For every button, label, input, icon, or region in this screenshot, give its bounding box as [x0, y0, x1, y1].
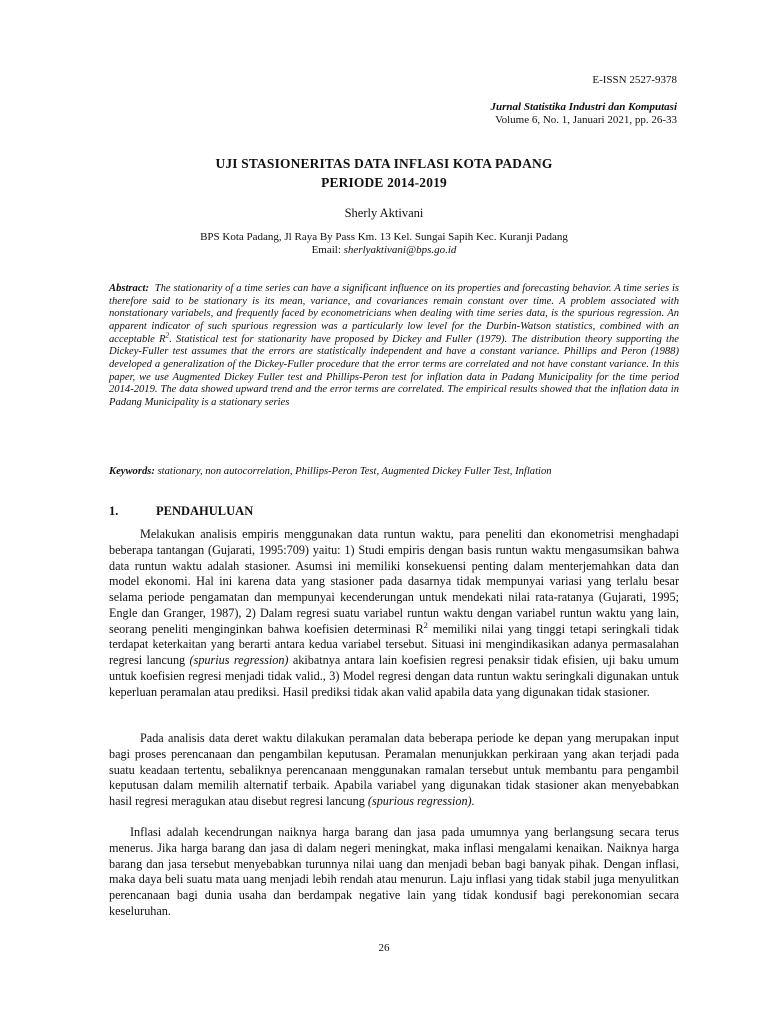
paragraph-1-text-a: Melakukan analisis empiris menggunakan data runtun waktu, para peneliti dan ekonometrisi menghadapi beberapa tantangan (Gujarati, 1995:709) yaitu: 1) Studi empiris dengan basis runtun waktu mengasumsikan bahwa data runtun waktu adalah stasioner. Asumsi ini memiliki konsekuensi penting dalam menterjemahkan data dan model ekonomi. Hal ini karena data yang stasioner pada dasarnya tidak mempunyai variasi yang terlalu besar selama periode pengamatan dan mempunyai kecenderungan untuk mendekati nilai rata-ratanya (Gujarati, 1995; Engle dan Granger, 1987), 2) Dalam regresi suatu variabel runtun waktu dengan variabel runtun waktu yang lain, seorang peneliti menginginkan bahwa koefisien determinasi R: [109, 527, 679, 636]
paragraph-1-superscript: 2: [423, 619, 428, 630]
abstract: [109, 283, 679, 410]
paragraph-1-text-c: akibatnya antara lain koefisien regresi penaksir tidak efisien, uji baku umum untuk koefisien regresi menjadi tidak valid., 3) Model regresi dengan data runtun waktu seringkali digunakan untuk keperluan peramalan atau prediksi. Hasil prediksi tidak akan valid apabila data yang digunakan tidak stasioner.: [109, 653, 679, 699]
paragraph-2-italic: (spurious regression).: [367, 794, 475, 808]
paragraph-1: [109, 527, 679, 700]
paragraph-2-text-a: Pada analisis data deret waktu dilakukan peramalan data beberapa periode ke depan yang merupakan input bagi proses perencanaan dan pengambilan keputusan. Peramalan menunjukkan perkiraan yang akan terjadi pada suatu keadaan tertentu, sebaliknya perencanaan menggunakan ramalan tersebut untuk membantu para pengambil keputusan dalam memilih alternatif terbaik. Apabila variabel yang digunakan tidak stasioner akan menyebabkan hasil regresi meragukan atau disebut regresi lancung: [109, 731, 679, 808]
affiliation: BPS Kota Padang, Jl Raya By Pass Km. 13 Kel. Sungai Sapih Kec. Kuranji Padang: [200, 231, 568, 243]
section-number: 1.: [109, 504, 119, 518]
keywords-label: Keywords:: [109, 466, 155, 477]
paragraph-3: Inflasi adalah kecendrungan naiknya harga barang dan jasa pada umumnya yang berlangsung secara terus menerus. Jika harga barang dan jasa di dalam negeri meningkat, maka inflasi mengalami kenaikan. Naiknya harga barang dan jasa tersebut menyebabkan turunnya nilai uang dan menjadi beban bagi banyak pihak. Dengan inflasi, maka daya beli suatu mata uang menjadi lebih rendah atau menurun. Laju inflasi yang tidak stabil juga menyulitkan perencanaan bagi dunia usaha dan berdampak negative lain yang tidak kondusif bagi perekonomian secara keseluruhan.: [109, 825, 679, 918]
abstract-text-b: . Statistical test for stationarity have proposed by Dickey and Fuller (1979). The distribution theory supporting the Dickey-Fuller test assumes that the errors are statistically independent and have a constant variance. Phillips and Peron (1988) developed a generalization of the Dickey-Fuller procedure that the error terms are correlated and not have constant variance. In this paper, we use Augmented Dickey Fuller test and Phillips-Peron test for inflation data in Padang Municipality for the time period 2014-2019. The data showed upward trend and the error terms are correlated. The empirical results showed that the inflation data in Padang Municipality is a stationary series: [109, 333, 679, 408]
paper-title-line-1: UJI STASIONERITAS DATA INFLASI KOTA PADANG: [215, 156, 553, 171]
volume-info: Volume 6, No. 1, Januari 2021, pp. 26-33: [495, 114, 677, 126]
abstract-label: Abstract:: [109, 283, 150, 294]
email-label: Email:: [311, 244, 341, 256]
abstract-superscript: 2: [165, 330, 170, 340]
issn: E-ISSN 2527-9378: [592, 74, 677, 86]
paragraph-1-italic: (spurius regression): [189, 653, 289, 667]
email-address: sherlyaktivani@bps.go.id: [343, 244, 457, 256]
page-number: 26: [378, 942, 390, 954]
email-line: [0, 244, 768, 257]
paper-title-line-2: PERIODE 2014-2019: [321, 175, 447, 190]
paragraph-1-text-b: memiliki nilai yang tinggi tetapi seringkali tidak terdapat keterkaitan yang berarti antara kedua variabel tersebut. Situasi ini mengindikasikan adanya permasalahan regresi lancung: [109, 621, 679, 667]
paragraph-2: [109, 731, 679, 810]
author-name: Sherly Aktivani: [344, 206, 424, 220]
section-title: PENDAHULUAN: [156, 504, 254, 518]
abstract-text-a: The stationarity of a time series can have a significant influence on its properties and forecasting behavior. A time series is therefore said to be stationary is its mean, variance, and covariances remain constant over time. A problem associated with nonstationary variabels, and frequently faced by econometricians when dealing with time series data, is the spurious regression. An apparent indicator of such spurious regression was a particularly low level for the Durbin-Watson statistics, combined with an acceptable R: [109, 283, 680, 345]
keywords: [109, 466, 679, 477]
journal-name: Jurnal Statistika Industri dan Komputasi: [490, 101, 677, 113]
keywords-text: stationary, non autocorrelation, Phillips-Peron Test, Augmented Dickey Fuller Test, Inflation: [157, 466, 552, 477]
